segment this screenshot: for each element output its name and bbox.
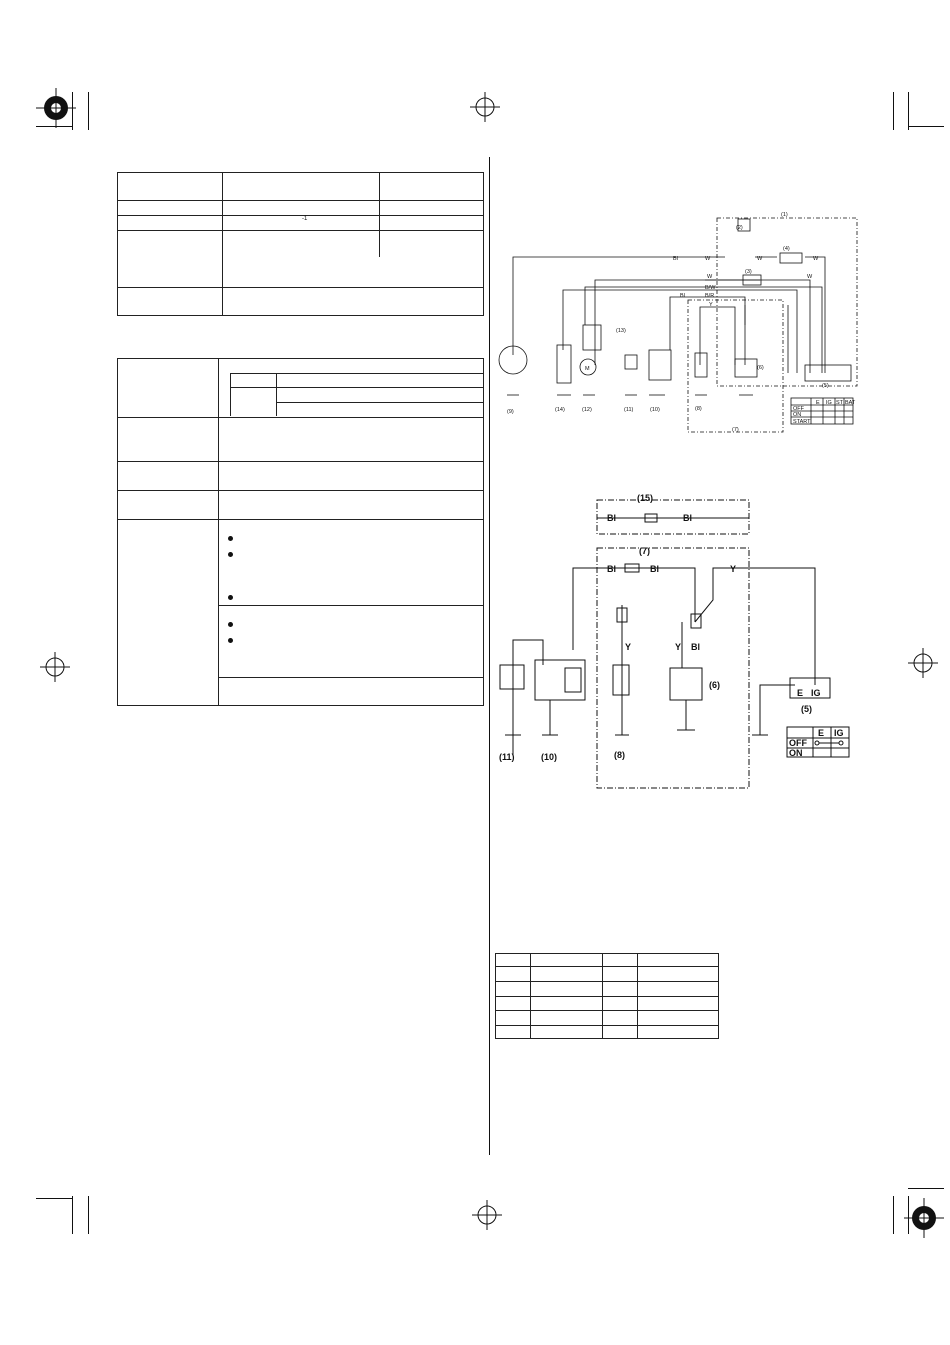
wire-bl-b: Bl [683,513,692,523]
wire-bl: Bl [673,256,678,262]
wiring-diagram-bottom [495,490,865,800]
callout-13: (13) [616,328,626,334]
wire-br: B/R [705,293,715,299]
switch-b-header-e: E [818,728,825,738]
wire-w-3: W [813,256,819,262]
wire-w-4: W [707,274,713,280]
wire-w-1: W [705,256,711,262]
callout-9: (9) [507,409,514,415]
wire-w-5: W [807,274,813,280]
switch-header-ig: IG [826,400,832,406]
callout-6-bottom: (6) [709,680,720,690]
bullet [228,595,233,600]
switch-row-start: START [793,419,811,425]
terminal-ig: IG [811,688,821,698]
parts-table [495,953,719,1039]
wire-bl-d: Bl [650,564,659,574]
wire-y-c: Y [675,642,682,652]
wire-bl-a: Bl [607,513,616,523]
wire-bw: B/W [705,285,716,291]
callout-12: (12) [582,407,592,413]
spec-table-1 [117,172,484,316]
callout-2: (2) [736,225,743,231]
switch-row-on: ON [793,412,802,418]
wire-y: Y [709,302,713,308]
switch-b-header-ig: IG [834,728,844,738]
bullet [228,536,233,541]
switch-row-off: OFF [793,406,804,412]
callout-10-bottom: (10) [541,752,558,762]
callout-14: (14) [555,407,565,413]
callout-1: (1) [781,212,788,218]
wire-w-2: W [757,256,763,262]
callout-4: (4) [783,246,790,252]
switch-header-e: E [816,400,820,406]
wire-y-b: Y [625,642,632,652]
motor-label: M [585,366,590,372]
switch-b-row-off: OFF [789,738,807,748]
callout-11-bottom: (11) [499,752,515,762]
callout-11: (11) [624,407,634,413]
terminal-e: E [797,688,804,698]
callout-8-bottom: (8) [614,750,625,760]
wire-bl-2: Bl [680,293,685,299]
callout-3: (3) [745,269,752,275]
superscript-mark: -1 [302,216,308,222]
callout-6: (6) [757,365,764,371]
bullet [228,622,233,627]
switch-header-st: ST [836,400,844,406]
switch-header-bat: BAT [845,400,856,406]
switch-b-row-on: ON [789,748,803,758]
wire-bl-e: Bl [691,642,700,652]
callout-10: (10) [650,407,660,413]
column-divider [489,157,490,1155]
wire-bl-c: Bl [607,564,616,574]
callout-5-bottom: (5) [801,704,812,714]
bullet [228,638,233,643]
callout-15: (15) [637,493,654,503]
bullet [228,552,233,557]
callout-7-bottom: (7) [639,546,650,556]
callout-8: (8) [695,406,702,412]
wire-y-a: Y [730,564,737,574]
wiring-diagram-top [495,205,865,440]
spec-table-2 [117,358,484,706]
callout-5: (5) [822,383,829,389]
callout-7: (7) [732,427,739,433]
